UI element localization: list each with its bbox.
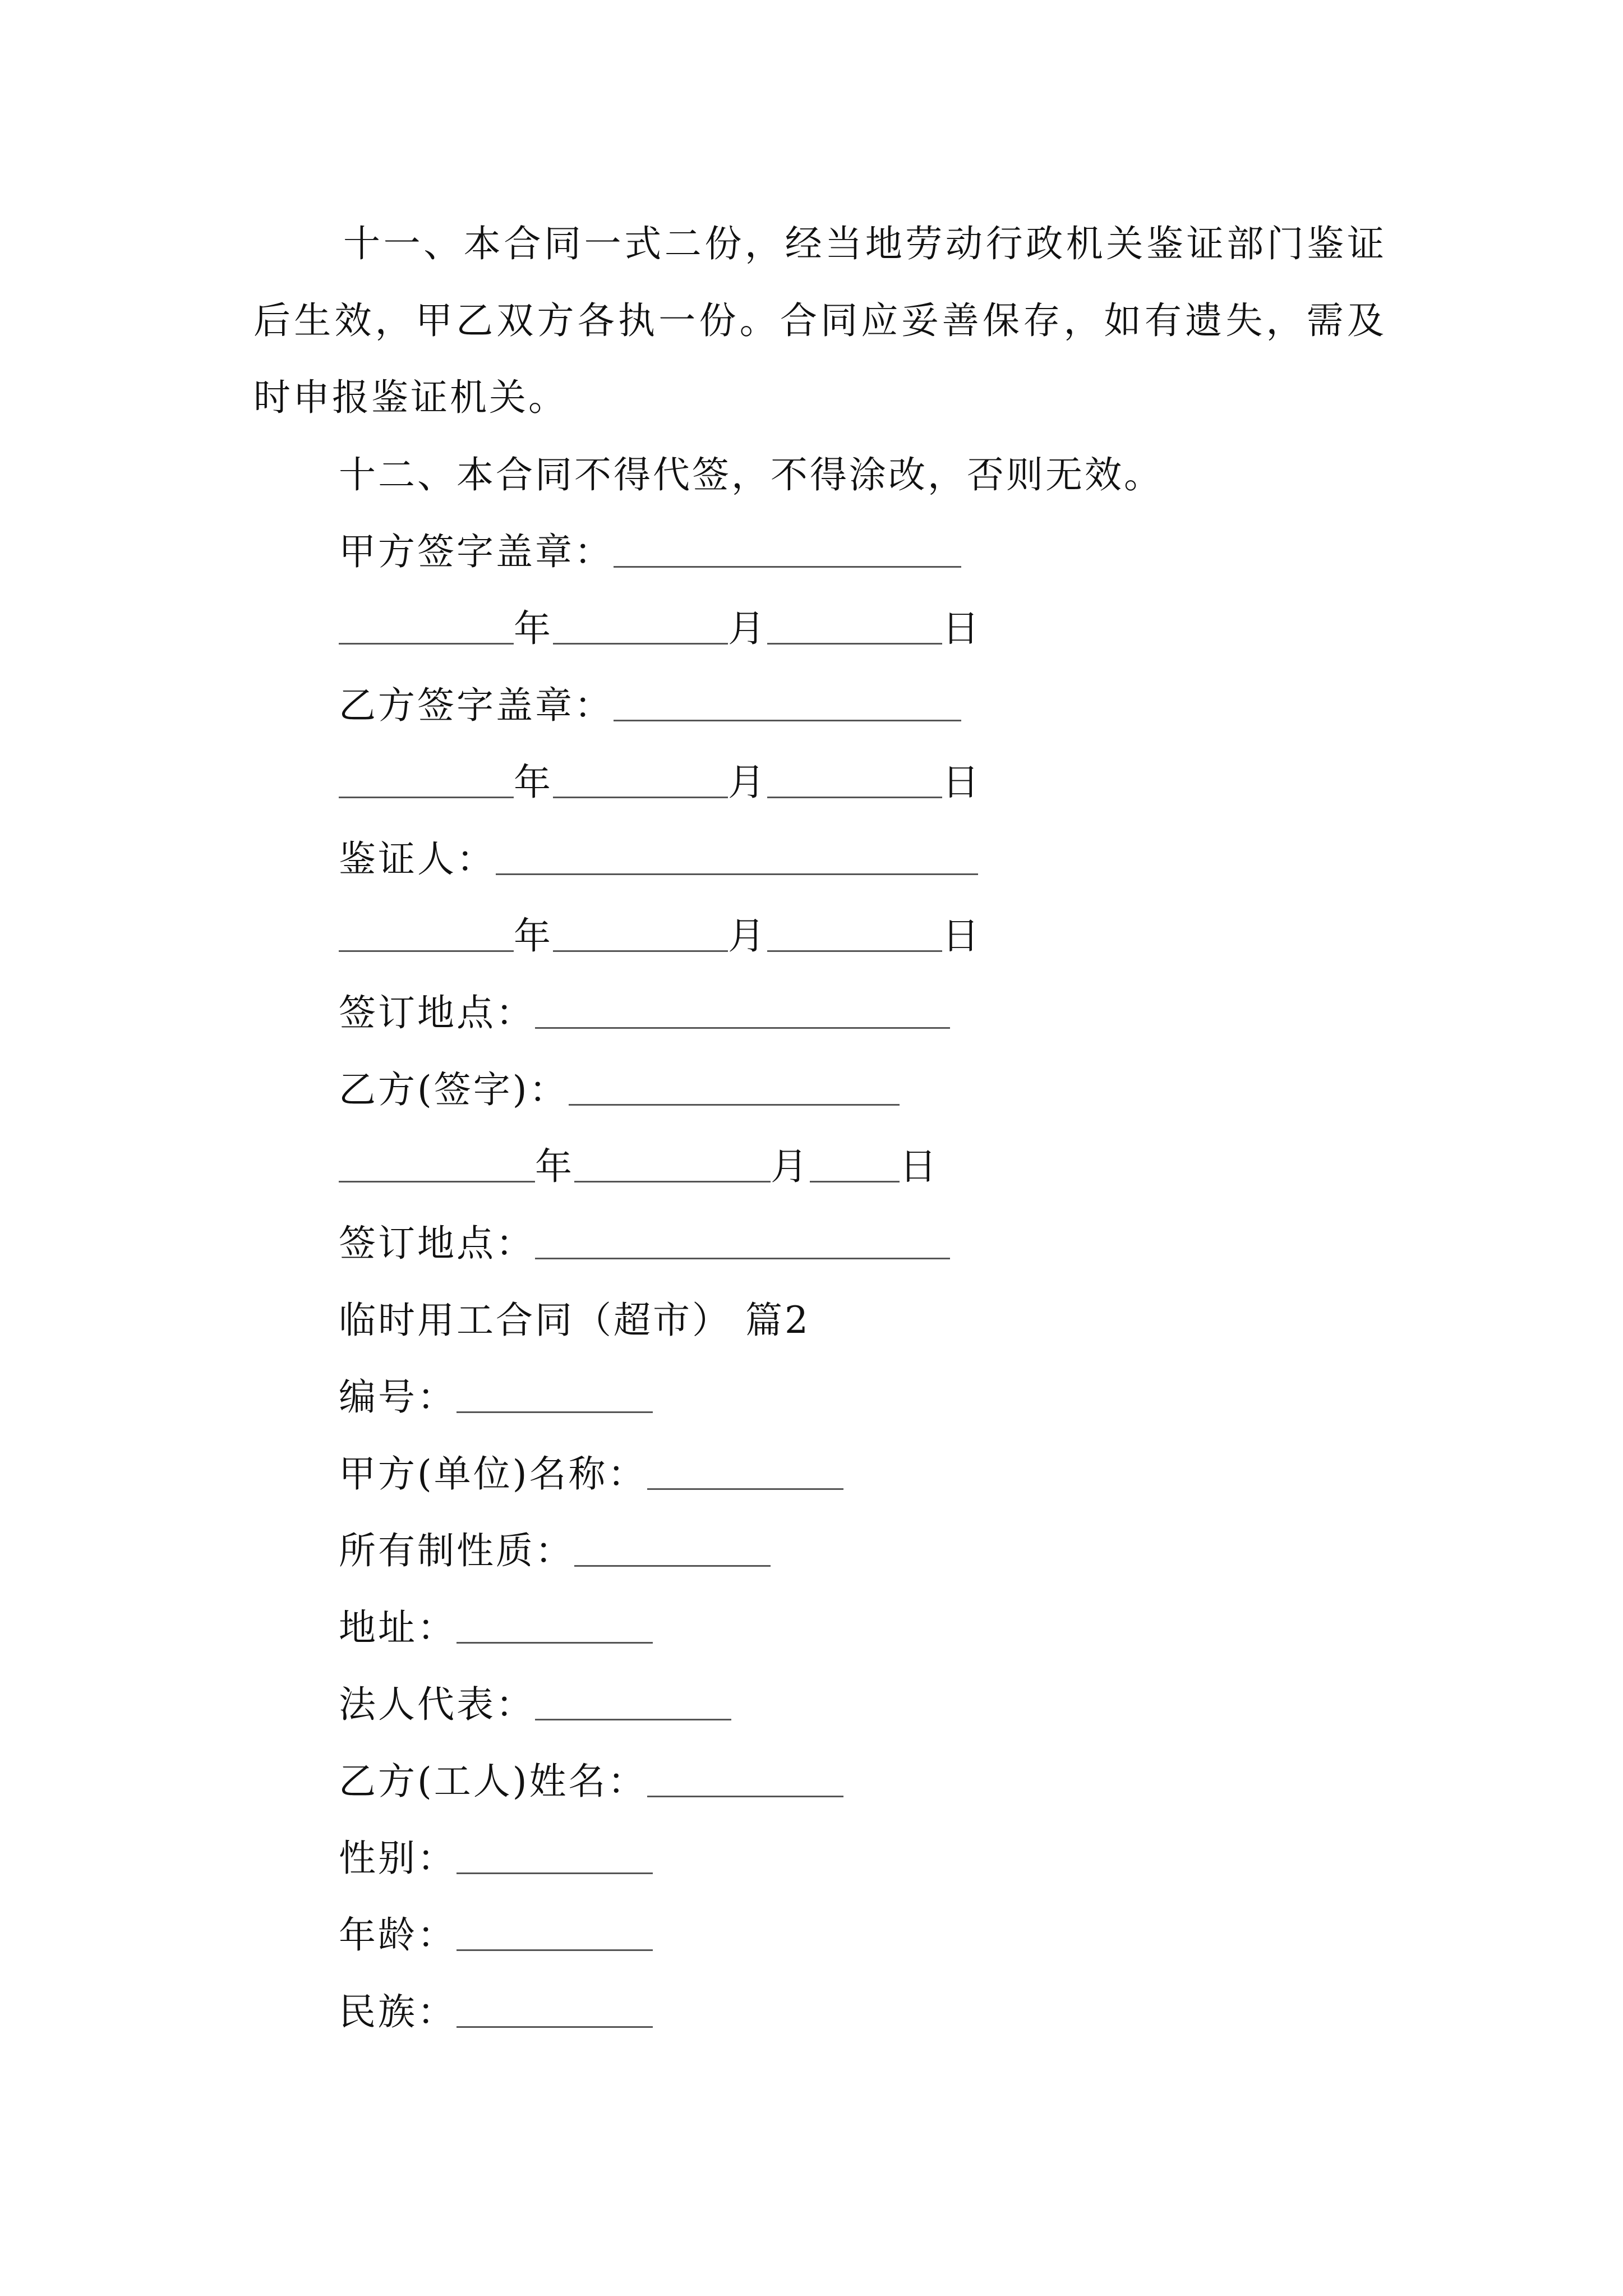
number-label: 编号： bbox=[339, 1375, 457, 1419]
party-b-sign-label: 乙方(签字)： bbox=[339, 1068, 569, 1111]
day-label: 日 bbox=[942, 761, 981, 804]
day-label: 日 bbox=[942, 607, 981, 650]
address-label: 地址： bbox=[339, 1606, 457, 1649]
address-blank[interactable] bbox=[457, 1605, 653, 1644]
day-blank[interactable] bbox=[810, 1144, 900, 1182]
clause-12: 十二、本合同不得代签，不得涂改，否则无效。 bbox=[339, 453, 1163, 496]
ownership-label: 所有制性质： bbox=[339, 1529, 574, 1572]
year-blank[interactable] bbox=[339, 1144, 535, 1182]
gender-row bbox=[339, 1820, 653, 1897]
date-row-4 bbox=[339, 1128, 939, 1205]
witness-row bbox=[339, 821, 978, 898]
date-row-1 bbox=[339, 590, 981, 667]
party-a-name-row bbox=[339, 1435, 843, 1512]
day-label: 日 bbox=[942, 914, 981, 958]
ownership-blank[interactable] bbox=[574, 1528, 771, 1567]
date-row-2 bbox=[339, 744, 981, 821]
party-b-signature-label: 乙方签字盖章： bbox=[339, 684, 614, 727]
age-row bbox=[339, 1897, 653, 1973]
month-label: 月 bbox=[771, 1145, 810, 1188]
sign-place-label: 签订地点： bbox=[339, 991, 535, 1034]
month-blank[interactable] bbox=[553, 606, 728, 645]
party-b-sign-blank[interactable] bbox=[569, 1067, 900, 1106]
party-a-name-blank[interactable] bbox=[647, 1451, 843, 1490]
month-label: 月 bbox=[728, 761, 767, 804]
party-b-sign-row bbox=[339, 1051, 900, 1128]
month-blank[interactable] bbox=[553, 913, 728, 952]
party-b-name-blank[interactable] bbox=[647, 1759, 843, 1797]
year-label: 年 bbox=[535, 1145, 574, 1188]
gender-blank[interactable] bbox=[457, 1835, 653, 1874]
sign-place-row-2 bbox=[339, 1205, 950, 1282]
address-row bbox=[339, 1589, 653, 1666]
year-blank[interactable] bbox=[339, 760, 514, 798]
number-row bbox=[339, 1359, 653, 1435]
sign-place-blank[interactable] bbox=[535, 1221, 950, 1259]
party-b-name-label: 乙方(工人)姓名： bbox=[339, 1760, 647, 1803]
ethnicity-row bbox=[339, 1973, 653, 2050]
month-blank[interactable] bbox=[553, 760, 728, 798]
number-blank[interactable] bbox=[457, 1374, 653, 1413]
day-blank[interactable] bbox=[767, 606, 942, 645]
year-label: 年 bbox=[514, 914, 553, 958]
witness-label: 鉴证人： bbox=[339, 838, 496, 881]
party-a-signature-row bbox=[339, 513, 961, 590]
age-blank[interactable] bbox=[457, 1912, 653, 1951]
year-blank[interactable] bbox=[339, 913, 514, 952]
sign-place-row bbox=[339, 974, 950, 1051]
ownership-row bbox=[339, 1512, 771, 1589]
date-row-3 bbox=[339, 898, 981, 974]
age-label: 年龄： bbox=[339, 1913, 457, 1957]
month-label: 月 bbox=[728, 607, 767, 650]
year-label: 年 bbox=[514, 761, 553, 804]
sign-place-label: 签订地点： bbox=[339, 1222, 535, 1265]
legal-rep-row bbox=[339, 1666, 731, 1743]
witness-blank[interactable] bbox=[496, 836, 978, 875]
party-a-signature-label: 甲方签字盖章： bbox=[339, 530, 614, 573]
month-label: 月 bbox=[728, 914, 767, 958]
day-label: 日 bbox=[900, 1145, 939, 1188]
ethnicity-blank[interactable] bbox=[457, 1989, 653, 2028]
ethnicity-label: 民族： bbox=[339, 1990, 457, 2033]
month-blank[interactable] bbox=[574, 1144, 771, 1182]
year-label: 年 bbox=[514, 607, 553, 650]
sign-place-blank[interactable] bbox=[535, 990, 950, 1029]
day-blank[interactable] bbox=[767, 913, 942, 952]
party-a-signature-blank[interactable] bbox=[614, 529, 961, 568]
party-a-name-label: 甲方(单位)名称： bbox=[339, 1452, 647, 1496]
party-b-signature-row bbox=[339, 667, 961, 744]
legal-rep-blank[interactable] bbox=[535, 1682, 731, 1720]
gender-label: 性别： bbox=[339, 1837, 457, 1880]
year-blank[interactable] bbox=[339, 606, 514, 645]
day-blank[interactable] bbox=[767, 760, 942, 798]
legal-rep-label: 法人代表： bbox=[339, 1683, 535, 1726]
section-2-title: 临时用工合同（超市） 篇2 bbox=[339, 1299, 810, 1342]
party-b-name-row bbox=[339, 1743, 843, 1820]
party-b-signature-blank[interactable] bbox=[614, 683, 961, 721]
clause-11: 十一、本合同一式二份，经当地劳动行政机关鉴证部门鉴证后生效，甲乙双方各执一份。合同应妥善保存，如有遗失，需及时申报鉴证机关。 bbox=[253, 222, 1386, 419]
